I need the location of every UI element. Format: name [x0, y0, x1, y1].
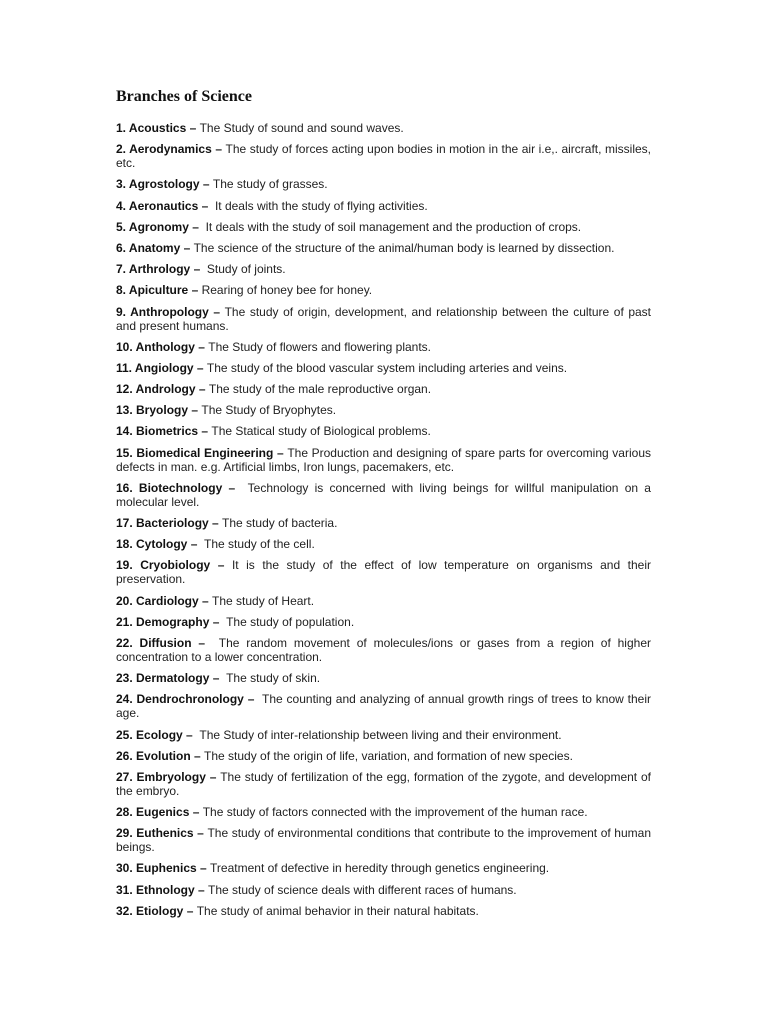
entry-term: 30. Euphenics [116, 861, 197, 876]
entry-separator: – [189, 805, 203, 820]
list-item [116, 516, 651, 530]
list-item [116, 770, 651, 798]
entry-definition: The study of the cell. [204, 537, 315, 552]
list-item [116, 220, 651, 234]
list-item [116, 199, 651, 213]
entry-separator: – [198, 424, 212, 439]
list-item [116, 671, 651, 685]
list-item [116, 594, 651, 608]
entry-definition: Treatment of defective in heredity through genetics engineering. [210, 861, 550, 876]
list-item [116, 537, 651, 551]
entry-definition: The Study of Bryophytes. [201, 403, 337, 418]
list-item [116, 241, 651, 255]
entry-term: 13. Bryology [116, 403, 189, 418]
list-item [116, 340, 651, 354]
list-item [116, 481, 651, 509]
entry-definition: The study of bacteria. [222, 516, 338, 530]
entry-separator: – [194, 882, 209, 897]
entry-term: 3. Agrostology [116, 177, 200, 192]
entry-definition: The study of skin. [226, 671, 321, 686]
list-item [116, 558, 651, 586]
entry-term: 6. Anatomy [116, 240, 181, 255]
entry-separator: – [191, 635, 219, 650]
entry-term: 23. Dermatology [116, 671, 210, 686]
entry-separator: – [183, 903, 197, 918]
entry-term: 29. Euthenics [116, 826, 194, 841]
entry-separator: – [273, 445, 288, 460]
entry-separator: – [186, 121, 200, 135]
list-item [116, 283, 651, 297]
entry-term: 15. Biomedical Engineering [116, 445, 274, 460]
entry-definition: The study of animal behavior in their natural habitats. [196, 903, 479, 918]
entry-separator: – [188, 283, 202, 298]
entry-separator: – [195, 382, 209, 397]
entry-separator: – [180, 240, 194, 255]
entry-separator: – [209, 671, 227, 686]
entry-separator: – [243, 692, 263, 707]
entry-definition: It deals with the study of soil management and the production of crops. [205, 219, 582, 234]
entry-definition: Technology is concerned with living beings for willful manipulation on a molecular level. [116, 480, 651, 509]
entry-definition: The study of fertilization of the egg, formation of the zygote, and development of the embryo. [116, 769, 651, 798]
entry-term: 19. Cryobiology [116, 558, 211, 573]
list-item [116, 361, 651, 375]
entry-term: 10. Anthology [116, 339, 195, 354]
entry-definition: It deals with the study of flying activities. [214, 198, 428, 213]
entry-separator: – [208, 516, 223, 530]
list-item [116, 636, 651, 664]
entry-separator: – [222, 480, 248, 495]
document-page [116, 86, 651, 925]
entry-definition: The study of origin, development, and relationship between the culture of past and present humans. [116, 304, 652, 333]
entry-separator: – [205, 769, 221, 784]
list-item [116, 749, 651, 763]
entry-separator: – [188, 219, 206, 234]
entry-term: 24. Dendrochronology [116, 692, 244, 707]
document-title: Branches of Science [116, 88, 252, 105]
list-item [116, 615, 651, 629]
list-item [116, 826, 651, 854]
entry-separator: – [209, 614, 227, 629]
entry-separator: – [190, 748, 205, 763]
entry-definition: The Study of inter-relationship between living and their environment. [199, 727, 562, 742]
entry-definition: The Production and designing of spare parts for overcoming various defects in man. e.g. Artificial limbs, Iron lungs, pacemakers, etc. [116, 445, 651, 474]
list-item [116, 805, 651, 819]
entry-separator: – [198, 593, 213, 608]
entry-definition: Study of joints. [206, 262, 286, 277]
list-item [116, 883, 651, 897]
entry-term: 16. Biotechnology [116, 480, 223, 495]
entry-term: 25. Ecology [116, 727, 183, 742]
entry-term: 5. Agronomy [116, 219, 189, 234]
entry-term: 4. Aeronautics [116, 198, 199, 213]
entry-term: 31. Ethnology [116, 882, 195, 897]
entry-separator: – [193, 826, 208, 841]
entry-term: 27. Embryology [116, 769, 206, 784]
entry-definition: The study of science deals with different races of humans. [208, 882, 517, 897]
entry-term: 20. Cardiology [116, 593, 199, 608]
entry-definition: The study of the blood vascular system including arteries and veins. [206, 360, 568, 375]
list-item [116, 305, 651, 333]
list-item [116, 728, 651, 742]
entry-term: 18. Cytology [116, 537, 188, 552]
list-item [116, 861, 651, 875]
entry-separator: – [199, 177, 213, 192]
entry-definition: The study of Heart. [212, 593, 315, 608]
list-item [116, 121, 651, 135]
entry-separator: – [182, 727, 200, 742]
list-item [116, 382, 651, 396]
entry-definition: The study of grasses. [212, 177, 328, 192]
entry-term: 32. Etiology [116, 903, 184, 918]
entry-list [116, 121, 651, 918]
entry-term: 12. Andrology [116, 382, 196, 397]
entry-term: 8. Apiculture [116, 283, 189, 298]
list-item [116, 424, 651, 438]
entry-separator: – [198, 198, 215, 213]
entry-definition: Rearing of honey bee for honey. [201, 283, 373, 298]
entry-definition: The Study of sound and sound waves. [199, 121, 404, 135]
entry-separator: – [187, 537, 205, 552]
entry-term: 22. Diffusion [116, 635, 192, 650]
entry-separator: – [193, 360, 207, 375]
list-item [116, 692, 651, 720]
entry-term: 26. Evolution [116, 748, 191, 763]
entry-term: 17. Bacteriology [116, 516, 209, 530]
entry-definition: The random movement of molecules/ions or gases from a region of higher concentration to a lower concentration. [116, 635, 651, 664]
entry-term: 1. Acoustics [116, 121, 187, 135]
entry-separator: – [211, 142, 226, 157]
entry-definition: The counting and analyzing of annual growth rings of trees to know their age. [116, 692, 651, 721]
list-item [116, 262, 651, 276]
entry-definition: The study of factors connected with the improvement of the human race. [202, 805, 588, 820]
list-item [116, 403, 651, 417]
list-item [116, 904, 651, 918]
entry-term: 14. Biometrics [116, 424, 199, 439]
entry-term: 2. Aerodynamics [116, 142, 212, 157]
entry-separator: – [194, 339, 209, 354]
entry-definition: The study of the male reproductive organ. [208, 382, 432, 397]
entry-term: 21. Demography [116, 614, 210, 629]
entry-separator: – [210, 558, 232, 573]
entry-separator: – [196, 861, 211, 876]
entry-separator: – [208, 304, 225, 319]
entry-definition: The study of the origin of life, variation, and formation of new species. [204, 748, 573, 763]
list-item [116, 177, 651, 191]
entry-definition: The Study of flowers and flowering plants. [208, 339, 432, 354]
entry-definition: It is the study of the effect of low temperature on organisms and their preservation. [116, 558, 652, 587]
entry-definition: The Statical study of Biological problems. [211, 424, 431, 439]
entry-separator: – [188, 403, 202, 418]
entry-separator: – [190, 262, 207, 277]
entry-term: 11. Angiology [116, 360, 194, 375]
entry-definition: The study of forces acting upon bodies in motion in the air i.e,. aircraft, missiles, etc. [116, 142, 651, 171]
list-item [116, 446, 651, 474]
entry-term: 7. Arthrology [116, 262, 191, 277]
entry-term: 9. Anthropology [116, 304, 209, 319]
entry-definition: The study of environmental conditions that contribute to the improvement of human beings. [116, 826, 651, 855]
entry-definition: The study of population. [226, 614, 355, 629]
entry-definition: The science of the structure of the animal/human body is learned by dissection. [193, 240, 615, 255]
list-item [116, 142, 651, 170]
entry-term: 28. Eugenics [116, 805, 190, 820]
